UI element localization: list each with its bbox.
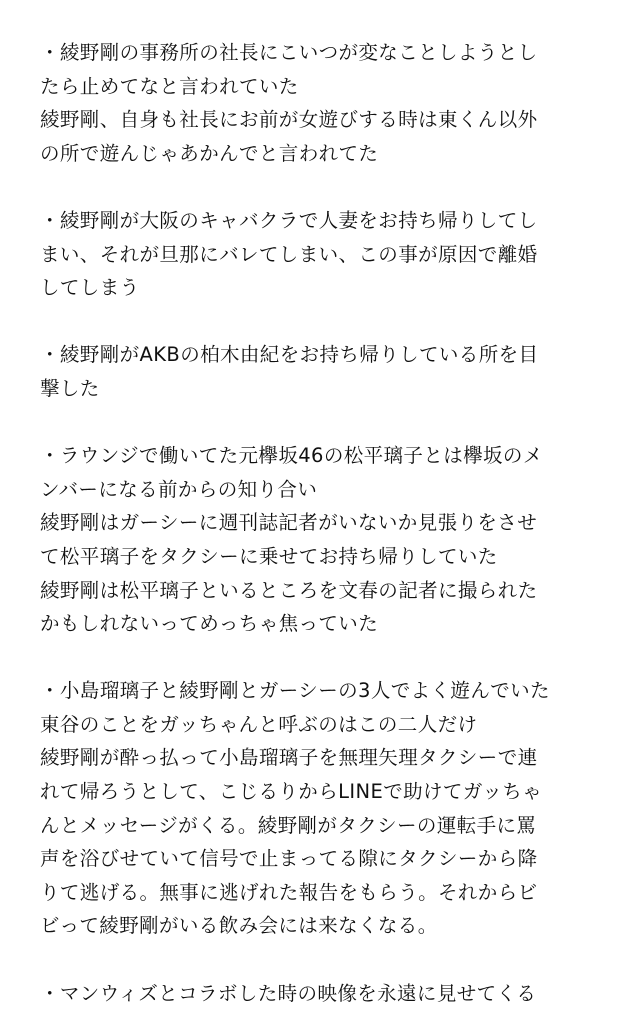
text-line: ・綾野剛がAKBの柏木由紀をお持ち帰りしている所を目 <box>40 343 539 367</box>
text-line: ・綾野剛の事務所の社長にこいつが変なことしようとし <box>40 41 538 64</box>
paragraph-3 <box>40 338 600 405</box>
text-line: て松平璃子をタクシーに乗せてお持ち帰りしていた <box>40 544 498 568</box>
text-line: 綾野剛は松平璃子といるところを文春の記者に撮られた <box>40 578 538 602</box>
text-line: ・綾野剛が大阪のキャバクラで人妻をお持ち帰りしてし <box>40 208 538 232</box>
text-line: 綾野剛、自身も社長にお前が女遊びする時は東くん以外 <box>40 108 538 132</box>
text-line: たら止めてなと言われていた <box>40 74 299 98</box>
text-line: ・マンウィズとコラボした時の映像を永遠に見せてくる <box>40 981 537 1005</box>
text-line: ンバーになる前からの知り合い <box>40 477 318 501</box>
text-line: 綾野剛が酔っ払って小島瑠璃子を無理矢理タクシーで連 <box>40 746 538 770</box>
text-line: 撃した <box>40 376 100 400</box>
document-body <box>40 36 600 1024</box>
paragraph-1 <box>40 36 600 170</box>
paragraph-6 <box>40 977 600 1011</box>
text-line: まい、それが旦那にバレてしまい、この事が原因で離婚 <box>40 242 538 266</box>
text-line: 声を浴びせていて信号で止まってる隙にタクシーから降 <box>40 847 538 871</box>
text-line: れて帰ろうとして、こじるりからLINEで助けてガッちゃ <box>40 780 543 804</box>
paragraph-4 <box>40 439 600 641</box>
paragraph-2 <box>40 204 600 305</box>
text-line: かもしれないってめっちゃ焦っていた <box>40 612 379 636</box>
text-line: りて逃げる。無事に逃げれた報告をもらう。それからビ <box>40 880 538 904</box>
text-line: の所で遊んじゃあかんでと言われてた <box>40 141 379 165</box>
text-line: 綾野剛はガーシーに週刊誌記者がいないか見張りをさせ <box>40 511 538 535</box>
paragraph-5 <box>40 674 600 943</box>
text-line: ・ラウンジで働いてた元欅坂46の松平璃子とは欅坂のメ <box>40 444 543 468</box>
text-line: してしまう <box>40 276 140 300</box>
text-line: 東谷のことをガッちゃんと呼ぶのはこの二人だけ <box>40 712 478 736</box>
text-line: ビって綾野剛がいる飲み会には来なくなる。 <box>40 914 438 938</box>
text-line: んとメッセージがくる。綾野剛がタクシーの運転手に罵 <box>40 813 537 837</box>
text-line: ・小島瑠璃子と綾野剛とガーシーの3人でよく遊んでいた <box>40 679 550 703</box>
